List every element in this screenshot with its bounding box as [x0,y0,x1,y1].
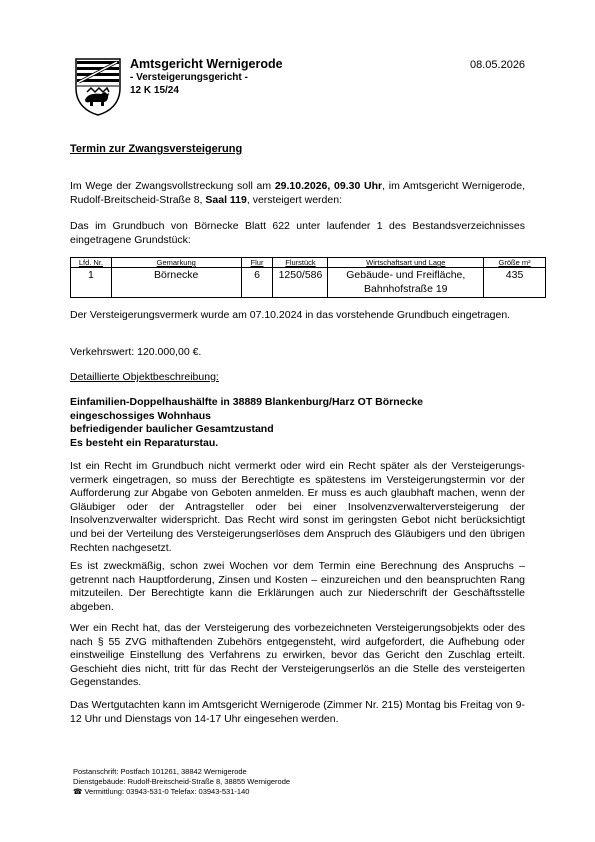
table-cell: 6 [241,268,273,298]
grundbuch-paragraph: Das im Grundbuch von Börnecke Blatt 622 unter laufender 1 des Bestandsverzeichnisses eingetragene Grundstück: [70,220,525,246]
court-name: Amtsgericht Wernigerode [130,57,283,71]
auction-room: Saal 119 [205,193,247,206]
description-line: befriedigender baulicher Gesamtzustand [70,423,274,436]
table-cell: Börnecke [111,268,241,298]
header-block [130,58,283,97]
table-header: Flur [241,258,273,268]
table-header: Größe m² [484,258,546,268]
rights-paragraph: Ist ein Recht im Grundbuch nicht vermerkt oder wird ein Recht später als der Versteigerungsvermerk eingetragen, so muss der Berechtigte es spätestens im Versteigerungstermin vor der Aufforderung zur Abgabe von Geboten anmelden. Er muss es auch glaubhaft machen, wenn der Gläubiger oder der Antragsteller oder bei einer Insolvenzverwalterversteigerung der Insolvenzverwalter widerspricht. Das Recht wird sonst im geringsten Gebot nicht berücksichtigt und bei der Verteilung des Versteigerungserlöses dem Anspruch des Gläubigers und den übrigen Rechten nachgesetzt. [70,460,525,554]
description-heading: Detaillierte Objektbeschreibung: [70,371,219,383]
description-line: eingeschossiges Wohnhaus [70,409,212,422]
document-date: 08.05.2026 [470,59,526,71]
table-row [71,268,546,298]
table-cell: Gebäude- und Freifläche, Bahnhofstraße 19 [328,268,484,298]
appraisal-paragraph: Das Wertgutachten kann im Amtsgericht Wernigerode (Zimmer Nr. 215) Montag bis Freitag von 9-12 Uhr und Dienstags von 14-17 Uhr eingesehen werden. [70,699,525,725]
case-number: 12 K 15/24 [130,85,179,96]
property-table [70,257,546,298]
objection-paragraph: Wer ein Recht hat, das der Versteigerung des vorbezeichneten Versteigerungsobjekts oder des nach § 55 ZVG mithaftenden Zubehörs entgegensteht, wird aufgefordert, die Aufhebung oder einstweilige Einstellung des Verfahrens zu erwirken, bevor das Gericht den Zuschlag erteilt. Geschieht dies nicht, tritt für das Recht der Versteigerungserlös an die Stelle des versteigerten Gegenstandes. [70,622,525,689]
table-cell: 1 [71,268,112,298]
table-header-row [71,258,546,268]
court-subtitle: - Versteigerungsgericht - [130,72,248,83]
table-header: Wirtschaftsart und Lage [328,258,484,268]
footer [73,767,290,797]
description-line: Einfamilien-Doppelhaushälfte in 38889 Blankenburg/Harz OT Börnecke [70,396,424,408]
description-line: Es besteht ein Reparaturstau. [70,436,219,449]
description-block [70,396,525,450]
phone-icon: ☎ [73,787,83,796]
table-cell: 1250/586 [273,268,328,298]
table-header: Flurstück [273,258,328,268]
intro-text-3: , versteigert werden: [246,193,342,206]
intro-text-2: , im Amtsgericht Wernigerode, Rudolf-Breitscheid-Straße 8, [70,180,525,206]
footer-postal-address: Postanschrift: Postfach 101261, 38842 Wernigerode [73,767,247,776]
coat-of-arms-icon [73,56,123,116]
table-header: Gemarkung [111,258,241,268]
vermerk-paragraph: Der Versteigerungsvermerk wurde am 07.10.2024 in das vorstehende Grundbuch eingetragen. [70,309,511,321]
intro-paragraph [70,180,525,207]
footer-phone-numbers: Vermittlung: 03943-531-0 Telefax: 03943-531-140 [84,787,250,796]
table-cell: 435 [484,268,546,298]
auction-date-time: 29.10.2026, 09.30 Uhr [274,180,383,192]
footer-phone-line [73,787,290,797]
claims-paragraph: Es ist zweckmäßig, schon zwei Wochen vor dem Termin eine Berechnung des Anspruchs – getrennt nach Hauptforderung, Zinsen und Kosten – einzureichen und den beanspruchten Rang mitzuteilen. Der Berechtigte kann die Erklärungen auch zur Niederschrift der Geschäftsstelle abgeben. [70,560,525,613]
verkehrswert: Verkehrswert: 120.000,00 €. [70,346,202,358]
table-header: Lfd. Nr. [71,258,112,268]
footer-office-address: Dienstgebäude: Rudolf-Breitscheid-Straße 8, 38855 Wernigerode [73,777,291,786]
document-title: Termin zur Zwangsversteigerung [70,143,243,155]
intro-text-1: Im Wege der Zwangsvollstreckung soll am [70,180,275,192]
